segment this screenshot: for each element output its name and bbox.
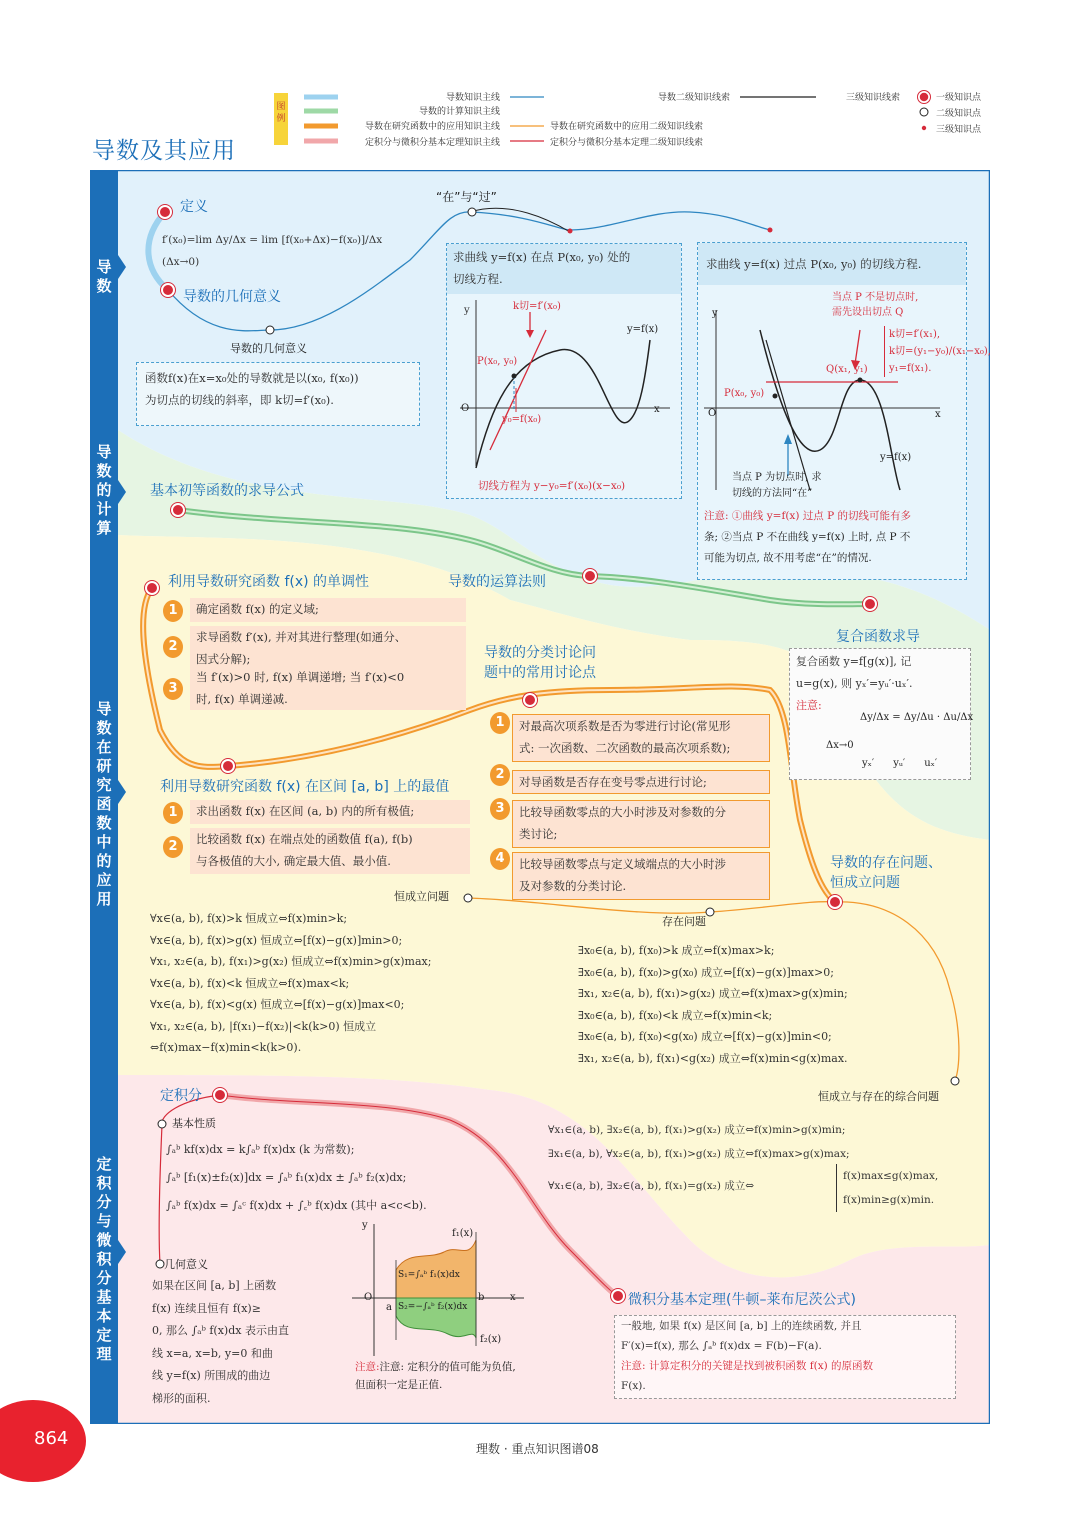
curve-label-2: y=f(x) (880, 452, 912, 463)
basic-property-line: ∫ₐᵇ [f₁(x)±f₂(x)]dx = ∫ₐᵇ f₁(x)dx ± ∫ₐᵇ f₂(x)dx; (166, 1171, 407, 1184)
page-title: 导数及其应用 (92, 138, 236, 164)
legend-point-2: 二级知识点 (936, 109, 982, 119)
composite-title: 复合函数求导 (836, 629, 920, 645)
legend-main-3: 导数在研究函数中的应用知识主线 (364, 122, 500, 132)
s2-label: S₂=−∫ₐᵇ f₂(x)dx (398, 1302, 468, 1312)
ftc-line: F′(x)=f(x), 那么 ∫ₐᵇ f(x)dx = F(b)−F(a). (621, 1340, 822, 1352)
legend-third: 三级知识线索 (846, 93, 901, 103)
classify-title (484, 643, 596, 683)
tangent-at-graph (450, 290, 676, 470)
mono-num-3: 3 (163, 678, 183, 700)
basic-property-line: ∫ₐᵇ f(x)dx = ∫ₐᶜ f(x)dx + ∫꜀ᵇ f(x)dx (其中 a<c<b). (166, 1199, 427, 1212)
geo-line: 0, 那么 ∫ₐᵇ f(x)dx 表示由直 (152, 1324, 289, 1337)
classify-1b: 式: 一次函数、二次函数的最高次项系数); (519, 741, 731, 755)
tangent-equation: 切线方程为 y−y₀=f′(x₀)(x−x₀) (478, 480, 626, 492)
self-note-2: 切线的方法同“在” (732, 488, 813, 499)
cun-line: ∃x₀∈(a, b), f(x₀)<g(x₀) 成立⇔[f(x)−g(x)]min<0; (578, 1030, 832, 1043)
note-line-2: 需先设出切点 Q (832, 307, 904, 318)
mono-num-1: 1 (163, 600, 183, 622)
cun-line: ∃x₀∈(a, b), f(x₀)>g(x₀) 成立⇔[f(x)−g(x)]max>0; (578, 965, 834, 979)
heng-line: ∀x₁, x₂∈(a, b), |f(x₁)−f(x₂)|<k(k>0) 恒成立 (150, 1019, 377, 1033)
ftc-box (614, 1315, 956, 1399)
geo-box-line-1: 函数f(x)在x=x₀处的导数就是以(x₀, f(x₀)) (145, 371, 359, 385)
mono-step-2 (190, 626, 466, 670)
legend-second-2: 导数在研究函数中的应用二级知识线索 (550, 122, 704, 132)
geo-box-line-2: 为切点的切线的斜率，即 k切=f′(x₀). (145, 393, 334, 407)
heng-line: ∀x∈(a, b), f(x)>k 恒成立⇔f(x)min>k; (150, 912, 348, 925)
composite-note: 注意: (796, 699, 822, 712)
heng-line: ∀x∈(a, b), f(x)>g(x) 恒成立⇔[f(x)−g(x)]min>0; (150, 933, 403, 947)
legend-point-3: 三级知识点 (936, 125, 982, 135)
exist-title-1: 导数的存在问题、 (830, 855, 942, 871)
combo-sys-2: f(x)min≥g(x)min. (843, 1194, 935, 1206)
origin-label-3: O (364, 1292, 373, 1303)
combo-line: ∃x₁∈(a, b), ∀x₂∈(a, b), f(x₁)>g(x₂) 成立⇔f(x)max>g(x)max; (548, 1148, 850, 1160)
classify-num-1: 1 (490, 712, 510, 734)
f1-label: f₁(x) (452, 1228, 474, 1239)
point-q-label: Q(x₁, y₁) (826, 364, 868, 375)
footer-text: 理数 · 重点知识图谱08 (476, 1442, 599, 1456)
composite-line-2: u=g(x), 则 yₓ′=yᵤ′·uₓ′. (796, 677, 913, 690)
warn-line-1: 注意: ①曲线 y=f(x) 过点 P 的切线可能有多 (704, 510, 912, 522)
mono-step-2a: 求导函数 f′(x), 并对其进行整理(如通分、 (196, 630, 407, 644)
classify-4 (512, 852, 770, 900)
extreme-step-2a: 比较函数 f(x) 在端点处的函数值 f(a), f(b) (196, 832, 413, 846)
b-label: b (478, 1292, 485, 1303)
ftc-line: F(x). (621, 1380, 646, 1392)
tangent-at-line-2: 切线方程. (453, 272, 503, 286)
geo-meaning-box (136, 362, 420, 426)
tangent-y0-label: y₀=f(x₀) (502, 414, 542, 425)
classify-3 (512, 800, 770, 848)
heng-line: ∀x∈(a, b), f(x)<g(x) 恒成立⇔[f(x)−g(x)]max<0; (150, 998, 405, 1011)
y-axis-label-2: y (712, 308, 718, 319)
combo-title: 恒成立与存在的综合问题 (818, 1090, 939, 1103)
composite-result: yₓ′ yᵤ′ uₓ′ (862, 758, 938, 769)
page-number: 864 (34, 1428, 69, 1449)
classify-4a: 比较导函数零点与定义域端点的大小时涉 (519, 857, 726, 871)
basic-property-line: ∫ₐᵇ kf(x)dx = k∫ₐᵇ f(x)dx (k 为常数); (166, 1143, 355, 1156)
geo-meaning-title: 导数的几何意义 (183, 289, 281, 305)
legend-main-4: 定积分与微积分基本定理知识主线 (364, 138, 500, 148)
cun-line: ∃x₁, x₂∈(a, b), f(x₁)<g(x₂) 成立⇔f(x)min<g(x)max. (578, 1051, 848, 1065)
a-label: a (386, 1302, 392, 1313)
legend-second-1: 导数二级知识线索 (657, 93, 730, 103)
extreme-step-1: 求出函数 f(x) 在区间 (a, b) 内的所有极值; (190, 800, 470, 824)
system-line-2: k切=(y₁−y₀)/(x₁−x₀), (889, 346, 991, 357)
geo-list (152, 1275, 322, 1410)
classify-num-3: 3 (490, 798, 510, 820)
definition-formula: f′(x₀)=lim Δy/Δx = lim [f(x₀+Δx)−f(x₀)]/Δx (Δx→0) (162, 234, 383, 268)
tangent-warning (704, 506, 911, 569)
origin-label-2: O (708, 408, 717, 419)
basic-property-title: 基本性质 (172, 1117, 216, 1130)
basic-property-list (166, 1136, 526, 1220)
x-axis-label-3: x (510, 1292, 516, 1303)
combo-system (836, 1164, 938, 1212)
ftc-line: 一般地, 如果 f(x) 是区间 [a, b] 上的连续函数, 并且 (621, 1320, 862, 1332)
basic-formula-title: 基本初等函数的求导公式 (150, 483, 304, 499)
integral-note-1: 注意: 定积分的值可能为负值, (379, 1361, 516, 1373)
cun-line: ∃x₀∈(a, b), f(x₀)<k 成立⇔f(x)min<k; (578, 1008, 773, 1022)
s1-label: S₁=∫ₐᵇ f₁(x)dx (398, 1270, 460, 1280)
mono-step-3 (190, 666, 466, 710)
self-note-1: 当点 P 为切点时, 求 (732, 472, 822, 483)
legend-tag: 图例 (274, 93, 288, 145)
combo-sys-1: f(x)max≤g(x)max, (843, 1170, 939, 1182)
heng-line: ⇔f(x)max−f(x)min<k(k>0). (150, 1041, 302, 1054)
geo-line: 如果在区间 [a, b] 上函数 (152, 1279, 277, 1292)
geo-line: f(x) 连续且恒有 f(x)≥ (152, 1301, 261, 1315)
cun-list (578, 940, 958, 1069)
integral-title: 定积分 (160, 1088, 202, 1104)
cun-label: 存在问题 (662, 915, 706, 928)
cun-line: ∃x₀∈(a, b), f(x₀)>k 成立⇔f(x)max>k; (578, 944, 775, 957)
ftc-title: 微积分基本定理(牛顿–莱布尼茨公式) (628, 1292, 856, 1308)
sidebar-derivative: 导数 (96, 258, 112, 295)
sidebar-calc: 导数的计算 (96, 443, 112, 537)
heng-line: ∀x∈(a, b), f(x)<k 恒成立⇔f(x)max<k; (150, 976, 350, 990)
system-line-1: k切=f′(x₁), (889, 329, 941, 340)
tangent-self-note (732, 470, 821, 502)
legend-second-3: 定积分与微积分基本定理二级知识线索 (550, 138, 704, 148)
combo-line: ∀x₁∈(a, b), ∃x₂∈(a, b), f(x₁)=g(x₂) 成立⇔ (548, 1180, 755, 1192)
mono-step-2b: 因式分解); (196, 652, 251, 666)
integral-note: 注意:注意: 定积分的值可能为负值, 但面积一定是正值. (355, 1358, 516, 1394)
zai-guo-label: “在”与“过” (436, 190, 497, 204)
warn-line-3: 可能为切点, 故不用考虑“在”的情况. (704, 552, 872, 564)
legend-main-1: 导数知识主线 (445, 93, 500, 103)
heng-list (150, 908, 570, 1059)
classify-3b: 类讨论; (519, 827, 558, 841)
exist-title (830, 853, 942, 893)
sidebar-application: 导数在研究函数中的应用 (96, 700, 112, 908)
geo-title: 几何意义 (164, 1258, 208, 1271)
warn-line-2: 条; ②当点 P 不在曲线 y=f(x) 上时, 点 P 不 (704, 531, 911, 543)
geo-meaning-sub: 导数的几何意义 (230, 342, 307, 355)
exist-title-2: 恒成立问题 (830, 875, 900, 891)
point-p-label: P(x₀, y₀) (724, 388, 765, 399)
cun-line: ∃x₁, x₂∈(a, b), f(x₁)>g(x₂) 成立⇔f(x)max>g(x)min; (578, 987, 848, 1000)
x-axis-label: x (654, 404, 660, 415)
heng-label: 恒成立问题 (394, 890, 449, 903)
ftc-line: 注意: 计算定积分的关键是找到被积函数 f(x) 的原函数 (621, 1360, 874, 1372)
extreme-num-2: 2 (163, 836, 183, 858)
geo-line: 梯形的面积. (152, 1391, 211, 1405)
extreme-title: 利用导数研究函数 f(x) 在区间 [a, b] 上的最值 (160, 779, 450, 795)
sidebar-integral: 定积分与微积分基本定理 (96, 1155, 112, 1363)
classify-1 (512, 714, 770, 762)
classify-1a: 对最高次项系数是否为零进行讨论(常见形 (519, 719, 731, 733)
classify-3a: 比较导函数零点的大小时涉及对参数的分 (519, 805, 726, 819)
classify-4b: 及对参数的分类讨论. (519, 879, 627, 893)
y-axis-label: y (464, 305, 470, 316)
geo-line: 线 y=f(x) 所围成的曲边 (152, 1369, 271, 1382)
mono-step-3a: 当 f′(x)>0 时, f(x) 单调递增; 当 f′(x)<0 (196, 670, 405, 684)
classify-2: 对导函数是否存在变号零点进行讨论; (512, 770, 770, 794)
extreme-num-1: 1 (163, 802, 183, 824)
composite-line-1: 复合函数 y=f[g(x)], 记 (796, 655, 912, 668)
f2-label: f₂(x) (480, 1334, 502, 1345)
classify-num-2: 2 (490, 764, 510, 786)
classify-title-2: 题中的常用讨论点 (484, 665, 596, 681)
composite-fraction: Δy/Δx = Δy/Δu · Δu/Δx (860, 712, 974, 723)
extreme-step-2b: 与各极值的大小, 确定最大值、最小值. (196, 854, 391, 868)
operation-rules-title: 导数的运算法则 (448, 574, 546, 590)
extreme-step-2 (190, 828, 470, 874)
mono-num-2: 2 (163, 636, 183, 658)
tangent-through-title: 求曲线 y=f(x) 过点 P(x₀, y₀) 的切线方程. (698, 243, 966, 285)
combo-line: ∀x₁∈(a, b), ∃x₂∈(a, b), f(x₁)>g(x₂) 成立⇔f(x)min>g(x)min; (548, 1124, 846, 1136)
tangent-p-label: P(x₀, y₀) (477, 356, 518, 367)
heng-line: ∀x₁, x₂∈(a, b), f(x₁)>g(x₂) 恒成立⇔f(x)min>g(x)max; (150, 955, 432, 968)
legend-point-1: 一级知识点 (936, 93, 982, 103)
y-axis-label-3: y (362, 1220, 368, 1231)
tangent-k-label: k切=f′(x₀) (513, 301, 561, 312)
composite-limit: Δx→0 (826, 740, 854, 751)
integral-note-2: 但面积一定是正值. (355, 1379, 443, 1391)
origin-label: O (461, 403, 470, 414)
mono-step-1: 确定函数 f(x) 的定义域; (190, 598, 466, 622)
classify-title-1: 导数的分类讨论问 (484, 645, 596, 661)
definition-title: 定义 (180, 199, 208, 215)
tangent-fx-label: y=f(x) (627, 324, 659, 335)
tangent-at-line-1: 求曲线 y=f(x) 在点 P(x₀, y₀) 处的 (453, 250, 631, 264)
classify-num-4: 4 (490, 848, 510, 870)
note-line-1: 当点 P 不是切点时, (832, 292, 919, 303)
system-line-3: y₁=f(x₁). (889, 363, 932, 374)
monotonicity-title: 利用导数研究函数 f(x) 的单调性 (168, 574, 370, 590)
x-axis-label-2: x (935, 409, 941, 420)
geo-line: 线 x=a, x=b, y=0 和曲 (152, 1346, 273, 1360)
legend-main-2: 导数的计算知识主线 (418, 107, 500, 117)
mono-step-3b: 时, f(x) 单调递减. (196, 692, 288, 706)
